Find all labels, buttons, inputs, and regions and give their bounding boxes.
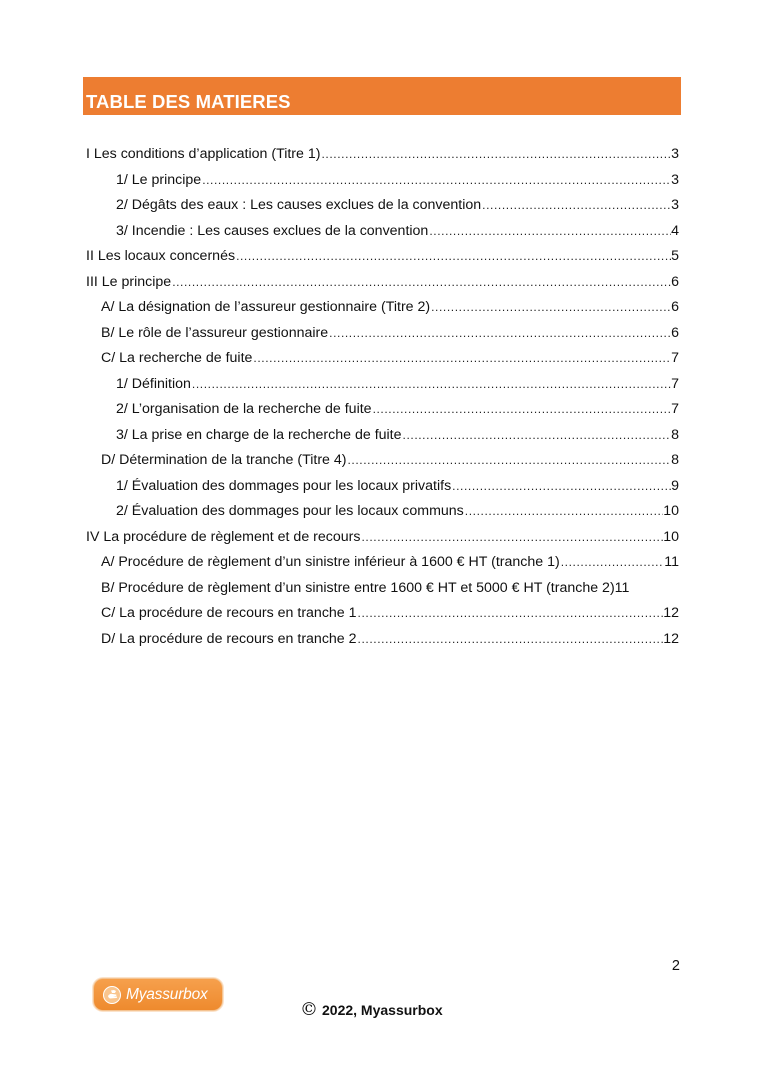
toc-entry[interactable] <box>86 168 679 194</box>
toc-dot-leader <box>357 601 664 627</box>
toc-dot-leader <box>171 270 671 296</box>
toc-entry-label: D/ Détermination de la tranche (Titre 4) <box>101 452 347 468</box>
toc-entry-label: C/ La procédure de recours en tranche 1 <box>101 605 357 621</box>
toc-entry[interactable] <box>86 525 679 551</box>
toc-entry-page: 11 <box>614 579 630 596</box>
toc-entry-label: 1/ Évaluation des dommages pour les locaux privatifs <box>116 477 452 494</box>
toc-entry-label: 2/ Dégâts des eaux : Les causes exclues de la convention <box>116 197 482 213</box>
toc-entry-label: III Le principe <box>86 273 172 290</box>
toc-dot-leader <box>451 474 671 500</box>
toc-entry[interactable] <box>86 346 679 372</box>
toc-entry[interactable] <box>86 423 679 449</box>
toc-dot-leader <box>360 525 663 551</box>
toc-dot-leader <box>320 142 671 168</box>
toc-entry[interactable] <box>86 372 679 398</box>
logo-text: Myassurbox <box>126 985 208 1003</box>
toc-dot-leader <box>402 423 672 449</box>
toc-entry-label: 1/ Le principe <box>116 171 202 188</box>
toc-dot-leader <box>328 321 671 347</box>
toc-dot-leader <box>347 448 672 474</box>
toc-entry[interactable] <box>86 244 679 270</box>
toc-entry-page: 9 <box>671 477 679 494</box>
toc-entry-page: 8 <box>671 452 679 468</box>
toc-entry-page: 6 <box>671 324 679 341</box>
toc-entry[interactable] <box>86 397 679 423</box>
toc-entry[interactable] <box>86 627 679 653</box>
toc-entry-page: 7 <box>671 401 679 417</box>
toc-dot-leader <box>372 397 672 423</box>
hand-shield-icon <box>103 986 121 1004</box>
toc-entry-page: 6 <box>671 273 679 290</box>
toc-entry[interactable] <box>86 142 679 168</box>
toc-entry[interactable] <box>86 550 679 576</box>
toc-entry-page: 10 <box>663 528 679 545</box>
toc-entry[interactable] <box>86 601 679 627</box>
page-number: 2 <box>671 958 680 974</box>
toc-entry-page: 3 <box>671 146 679 162</box>
toc-entry-page: 10 <box>663 503 679 519</box>
toc-dot-leader <box>464 499 663 525</box>
toc-entry[interactable] <box>86 499 679 525</box>
toc-entry-label: D/ La procédure de recours en tranche 2 <box>101 630 357 647</box>
toc-entry[interactable] <box>86 321 679 347</box>
toc-title-bar <box>83 77 681 115</box>
toc-entry-label: IV La procédure de règlement et de recours <box>86 528 361 545</box>
toc-entry-page: 4 <box>671 222 679 239</box>
footer-copyright <box>300 999 443 1020</box>
toc-entry-label: B/ Le rôle de l’assureur gestionnaire <box>101 324 329 341</box>
toc-dot-leader <box>357 627 664 653</box>
table-of-contents <box>86 142 679 652</box>
toc-entry-label: 2/ Évaluation des dommages pour les locaux communs <box>116 503 464 519</box>
toc-entry-label: II Les locaux concernés <box>86 248 236 264</box>
toc-dot-leader <box>560 550 665 576</box>
toc-entry-page: 12 <box>663 630 679 647</box>
toc-entry-label: 2/ L’organisation de la recherche de fuite <box>116 401 372 417</box>
toc-entry-page: 7 <box>671 375 679 392</box>
toc-entry[interactable] <box>86 270 679 296</box>
toc-entry[interactable] <box>86 193 679 219</box>
toc-entry-page: 12 <box>663 605 679 621</box>
toc-dot-leader <box>481 193 671 219</box>
toc-entry-page: 7 <box>671 350 679 366</box>
copyright-symbol: © <box>300 999 318 1020</box>
toc-dot-leader <box>252 346 671 372</box>
toc-entry-label: C/ La recherche de fuite <box>101 350 253 366</box>
toc-dot-leader <box>428 219 671 245</box>
toc-entry[interactable] <box>86 219 679 245</box>
myassurbox-logo <box>93 978 223 1011</box>
toc-entry[interactable] <box>86 576 679 602</box>
toc-dot-leader <box>201 168 671 194</box>
toc-entry-label: I Les conditions d’application (Titre 1) <box>86 146 321 162</box>
toc-entry-label: A/ Procédure de règlement d’un sinistre inférieur à 1600 € HT (tranche 1) <box>101 554 560 570</box>
toc-entry[interactable] <box>86 448 679 474</box>
toc-entry[interactable] <box>86 295 679 321</box>
toc-entry-page: 3 <box>671 197 679 213</box>
toc-entry-label: 1/ Définition <box>116 375 191 392</box>
toc-entry-page: 3 <box>671 171 679 188</box>
toc-title: TABLE DES MATIERES <box>86 91 291 112</box>
toc-entry-label: 3/ Incendie : Les causes exclues de la convention <box>116 222 429 239</box>
toc-entry-page: 5 <box>671 248 679 264</box>
toc-dot-leader <box>430 295 671 321</box>
copyright-text: 2022, Myassurbox <box>322 1002 443 1018</box>
toc-entry-page: 8 <box>671 426 679 443</box>
toc-dot-leader <box>235 244 671 270</box>
toc-entry-page: 11 <box>664 554 679 570</box>
toc-entry-label: 3/ La prise en charge de la recherche de fuite <box>116 426 402 443</box>
toc-dot-leader <box>191 372 671 398</box>
toc-entry-page: 6 <box>671 299 679 315</box>
toc-entry-label: B/ Procédure de règlement d’un sinistre entre 1600 € HT et 5000 € HT (tranche 2) <box>101 579 615 596</box>
toc-entry-label: A/ La désignation de l’assureur gestionnaire (Titre 2) <box>101 299 431 315</box>
toc-entry[interactable] <box>86 474 679 500</box>
